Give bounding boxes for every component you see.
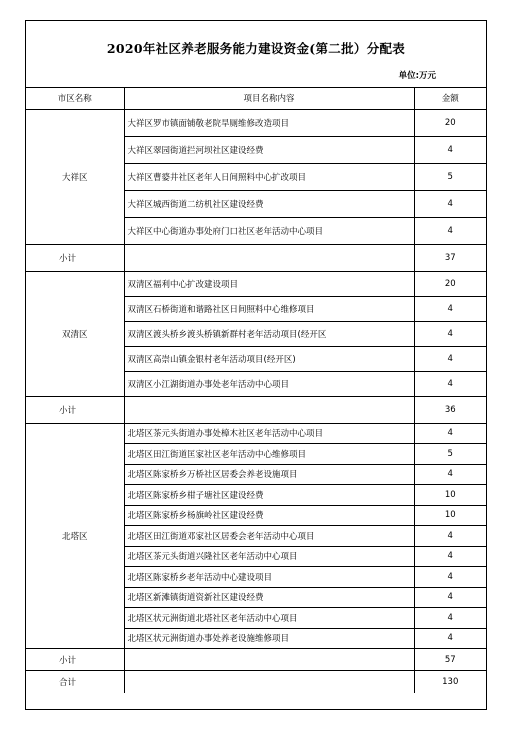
title-block bbox=[26, 21, 486, 88]
amount-cell: 4 bbox=[414, 526, 486, 547]
project-name-cell: 北塔区茶元头街道办事处樟木社区老年活动中心项目 bbox=[124, 423, 414, 444]
amount-cell: 4 bbox=[414, 587, 486, 608]
project-name-cell: 双清区渡头桥乡渡头桥镇新群村老年活动项目(经开区 bbox=[124, 321, 414, 346]
project-name-cell: 北塔区陈家桥乡万桥社区居委会养老设施项目 bbox=[124, 464, 414, 485]
project-name-cell: 北塔区陈家桥乡老年活动中心建设项目 bbox=[124, 567, 414, 588]
project-name-cell: 双清区高崇山镇金银村老年活动项目(经开区) bbox=[124, 346, 414, 371]
header-project: 项目名称内容 bbox=[124, 87, 414, 109]
total-amount: 130 bbox=[414, 671, 486, 693]
district-cell: 双清区 bbox=[26, 271, 124, 396]
header-district: 市区名称 bbox=[26, 87, 124, 109]
total-blank-cell bbox=[124, 671, 414, 693]
project-name-cell: 北塔区陈家桥乡柑子塘社区建设经费 bbox=[124, 485, 414, 506]
district-cell: 大祥区 bbox=[26, 109, 124, 244]
subtotal-amount: 37 bbox=[414, 244, 486, 271]
project-name-cell: 北塔区状元洲街道办事处养老设施维修项目 bbox=[124, 628, 414, 649]
table-row bbox=[26, 109, 486, 136]
project-name-cell: 北塔区茶元头街道兴隆社区老年活动中心项目 bbox=[124, 546, 414, 567]
table-row bbox=[26, 271, 486, 296]
project-name-cell: 北塔区陈家桥乡杨旗岭社区建设经费 bbox=[124, 505, 414, 526]
amount-cell: 4 bbox=[414, 296, 486, 321]
subtotal-label: 小计 bbox=[26, 396, 124, 423]
subtotal-label: 小计 bbox=[26, 649, 124, 671]
total-label: 合计 bbox=[26, 671, 124, 693]
subtotal-blank-cell bbox=[124, 649, 414, 671]
amount-cell: 4 bbox=[414, 217, 486, 244]
amount-cell: 4 bbox=[414, 190, 486, 217]
amount-cell: 10 bbox=[414, 485, 486, 506]
subtotal-row bbox=[26, 396, 486, 423]
amount-cell: 4 bbox=[414, 423, 486, 444]
allocation-sheet bbox=[25, 20, 487, 710]
amount-cell: 4 bbox=[414, 567, 486, 588]
subtotal-amount: 36 bbox=[414, 396, 486, 423]
table-row bbox=[26, 423, 486, 444]
project-name-cell: 双清区小江湖街道办事处老年活动中心项目 bbox=[124, 371, 414, 396]
allocation-table bbox=[26, 87, 486, 693]
amount-cell: 5 bbox=[414, 444, 486, 465]
amount-cell: 10 bbox=[414, 505, 486, 526]
project-name-cell: 大祥区翠园街道拦河坝社区建设经费 bbox=[124, 136, 414, 163]
allocation-table-body bbox=[26, 87, 486, 693]
project-name-cell: 大祥区城西街道二纺机社区建设经费 bbox=[124, 190, 414, 217]
header-amount: 金额 bbox=[414, 87, 486, 109]
amount-cell: 4 bbox=[414, 371, 486, 396]
project-name-cell: 北塔区田江街道匡家社区老年活动中心维修项目 bbox=[124, 444, 414, 465]
amount-cell: 4 bbox=[414, 346, 486, 371]
subtotal-amount: 57 bbox=[414, 649, 486, 671]
total-row bbox=[26, 671, 486, 693]
amount-cell: 5 bbox=[414, 163, 486, 190]
unit-label: 单位:万元 bbox=[398, 71, 436, 81]
project-name-cell: 双清区福利中心扩改建设项目 bbox=[124, 271, 414, 296]
project-name-cell: 大祥区中心街道办事处府门口社区老年活动中心项目 bbox=[124, 217, 414, 244]
district-cell: 北塔区 bbox=[26, 423, 124, 649]
amount-cell: 20 bbox=[414, 109, 486, 136]
project-name-cell: 北塔区状元洲街道北塔社区老年活动中心项目 bbox=[124, 608, 414, 629]
amount-cell: 4 bbox=[414, 608, 486, 629]
amount-cell: 4 bbox=[414, 546, 486, 567]
amount-cell: 4 bbox=[414, 136, 486, 163]
subtotal-row bbox=[26, 649, 486, 671]
amount-cell: 4 bbox=[414, 464, 486, 485]
project-name-cell: 双清区石桥街道和谐路社区日间照料中心维修项目 bbox=[124, 296, 414, 321]
amount-cell: 4 bbox=[414, 321, 486, 346]
subtotal-label: 小计 bbox=[26, 244, 124, 271]
amount-cell: 20 bbox=[414, 271, 486, 296]
subtotal-blank-cell bbox=[124, 244, 414, 271]
page-title: 2020年社区养老服务能力建设资金(第二批）分配表 bbox=[106, 41, 406, 56]
subtotal-row bbox=[26, 244, 486, 271]
subtotal-blank-cell bbox=[124, 396, 414, 423]
amount-cell: 4 bbox=[414, 628, 486, 649]
project-name-cell: 北塔区新滩镇街道资新社区建设经费 bbox=[124, 587, 414, 608]
project-name-cell: 大祥区罗市镇面铺敬老院旱厕维修改造项目 bbox=[124, 109, 414, 136]
header-row bbox=[26, 87, 486, 109]
project-name-cell: 北塔区田江街道邓家社区居委会老年活动中心项目 bbox=[124, 526, 414, 547]
project-name-cell: 大祥区曹婆井社区老年人日间照料中心扩改项目 bbox=[124, 163, 414, 190]
